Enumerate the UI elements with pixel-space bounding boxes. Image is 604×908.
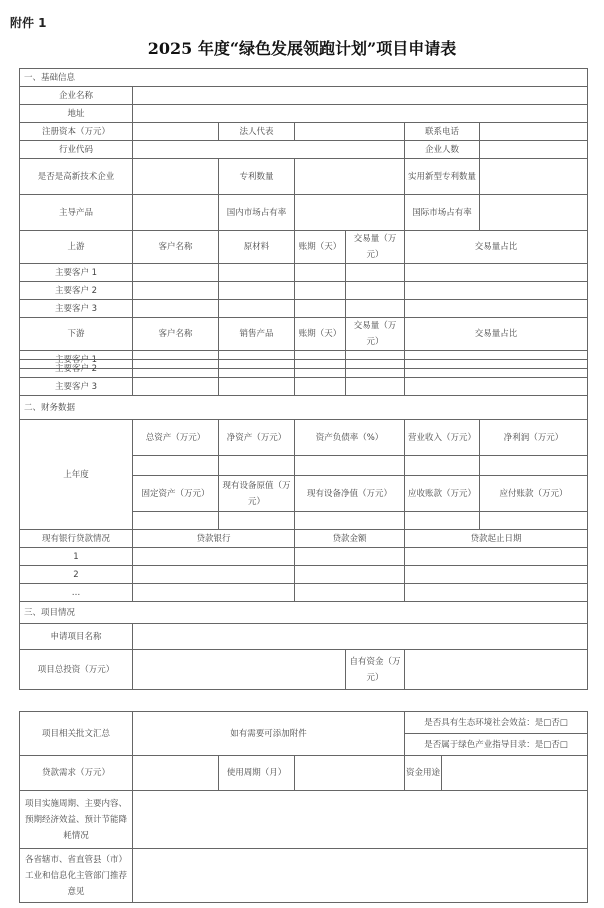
- intl-share-label: 国际市场占有率: [405, 195, 480, 231]
- phone-field[interactable]: [480, 123, 588, 141]
- implementation-field[interactable]: [133, 791, 588, 849]
- loan-amount-header: 贷款金额: [295, 530, 405, 548]
- phone-label: 联系电话: [405, 123, 480, 141]
- project-name-field[interactable]: [133, 624, 588, 650]
- receivables-header: 应收账款（万元）: [405, 476, 480, 512]
- payables-header: 应付账款（万元）: [480, 476, 588, 512]
- trade-volume-header-2: 交易量（万元）: [346, 318, 405, 351]
- cell[interactable]: [405, 512, 480, 530]
- section-project: 三、项目情况: [20, 602, 588, 624]
- industry-code-field[interactable]: [133, 141, 405, 159]
- eco-benefit-check[interactable]: 是否具有生态环境社会效益：是□否□: [405, 712, 588, 734]
- use-period-label: 使用周期（月）: [219, 756, 295, 791]
- legal-rep-label: 法人代表: [219, 123, 295, 141]
- use-period-field[interactable]: [295, 756, 405, 791]
- total-investment-label: 项目总投资（万元）: [20, 650, 133, 690]
- finance-project-table: [19, 359, 588, 690]
- cell[interactable]: [133, 300, 219, 318]
- trade-volume-header: 交易量（万元）: [346, 231, 405, 264]
- utility-patents-field[interactable]: [480, 159, 588, 195]
- debt-ratio-header: 资产负债率（%）: [295, 420, 405, 456]
- recommendation-field[interactable]: [133, 849, 588, 903]
- loan-row-3: …: [20, 584, 133, 602]
- cell[interactable]: [133, 456, 219, 476]
- cell[interactable]: [480, 512, 588, 530]
- downstream-customer-2: 主要客户 2: [20, 360, 133, 378]
- cell[interactable]: [405, 584, 588, 602]
- fund-use-cell: [405, 756, 588, 791]
- cell[interactable]: [133, 378, 219, 396]
- form-title: 2025 年度“绿色发展领跑计划”项目申请表: [147, 39, 457, 58]
- cell[interactable]: [346, 360, 405, 378]
- cell[interactable]: [133, 512, 219, 530]
- own-funds-field[interactable]: [405, 650, 588, 690]
- recommendation-label: 各省辖市、省直管县（市）工业和信息化主管部门推荐意见: [20, 849, 133, 903]
- net-assets-header: 净资产（万元）: [219, 420, 295, 456]
- intl-share-field[interactable]: [480, 195, 588, 231]
- cell[interactable]: [219, 456, 295, 476]
- attach-note: 如有需要可添加附件: [133, 712, 405, 756]
- cell[interactable]: [295, 512, 405, 530]
- main-product-field[interactable]: [133, 195, 219, 231]
- total-investment-field[interactable]: [133, 650, 346, 690]
- cell[interactable]: [295, 456, 405, 476]
- raw-material-header: 原材料: [219, 231, 295, 264]
- revenue-header: 营业收入（万元）: [405, 420, 480, 456]
- section-basic: 一、基础信息: [20, 69, 588, 87]
- basic-info-table: [19, 68, 588, 369]
- cell[interactable]: [295, 360, 346, 378]
- approval-table: [19, 711, 588, 903]
- cell[interactable]: [133, 264, 219, 282]
- cell[interactable]: [133, 282, 219, 300]
- equipment-net-header: 现有设备净值（万元）: [295, 476, 405, 512]
- customer-name-header: 客户名称: [133, 231, 219, 264]
- employees-field[interactable]: [480, 141, 588, 159]
- downstream-customer-1: 主要客户 1: [20, 351, 133, 369]
- implementation-label: 项目实施周期、主要内容、预期经济效益、预计节能降耗情况: [20, 791, 133, 849]
- company-name-label: 企业名称: [20, 87, 133, 105]
- registered-capital-label: 注册资本（万元）: [20, 123, 133, 141]
- employees-label: 企业人数: [405, 141, 480, 159]
- loan-row-1: 1: [20, 548, 133, 566]
- attachment-label: 附件 1: [10, 16, 47, 30]
- cell[interactable]: [295, 378, 346, 396]
- address-label: 地址: [20, 105, 133, 123]
- net-profit-header: 净利润（万元）: [480, 420, 588, 456]
- cell[interactable]: [295, 282, 346, 300]
- cell[interactable]: [346, 282, 405, 300]
- term-header-2: 账期（天）: [295, 318, 346, 351]
- cell[interactable]: [346, 300, 405, 318]
- downstream-customer-3: 主要客户 3: [20, 378, 133, 396]
- cell[interactable]: [405, 456, 480, 476]
- legal-rep-field[interactable]: [295, 123, 405, 141]
- cell[interactable]: [219, 378, 295, 396]
- cell[interactable]: [405, 360, 588, 378]
- fund-use-field[interactable]: [442, 756, 587, 790]
- cell[interactable]: [219, 512, 295, 530]
- patents-field[interactable]: [295, 159, 405, 195]
- loan-row-2: 2: [20, 566, 133, 584]
- cell[interactable]: [133, 548, 295, 566]
- cell[interactable]: [346, 264, 405, 282]
- loan-demand-field[interactable]: [133, 756, 219, 791]
- domestic-share-label: 国内市场占有率: [219, 195, 295, 231]
- high-tech-label: 是否是高新技术企业: [20, 159, 133, 195]
- upstream-customer-3: 主要客户 3: [20, 300, 133, 318]
- total-assets-header: 总资产（万元）: [133, 420, 219, 456]
- upstream-label: 上游: [20, 231, 133, 264]
- company-name-field[interactable]: [133, 87, 588, 105]
- cell[interactable]: [295, 300, 346, 318]
- main-product-label: 主导产品: [20, 195, 133, 231]
- domestic-share-field[interactable]: [295, 195, 405, 231]
- address-field[interactable]: [133, 105, 588, 123]
- cell[interactable]: [295, 584, 405, 602]
- equipment-original-header: 现有设备原值（万元）: [219, 476, 295, 512]
- last-year-label: 上年度: [20, 420, 133, 530]
- cell[interactable]: [133, 360, 219, 378]
- section-finance: 二、财务数据: [20, 396, 588, 420]
- sales-product-header: 销售产品: [219, 318, 295, 351]
- loan-demand-label: 贷款需求（万元）: [20, 756, 133, 791]
- cell[interactable]: [346, 378, 405, 396]
- downstream-label: 下游: [20, 318, 133, 351]
- term-header: 账期（天）: [295, 231, 346, 264]
- cell[interactable]: [133, 566, 295, 584]
- cell[interactable]: [295, 548, 405, 566]
- fixed-assets-header: 固定资产（万元）: [133, 476, 219, 512]
- cell[interactable]: [219, 282, 295, 300]
- registered-capital-field[interactable]: [133, 123, 219, 141]
- upstream-customer-1: 主要客户 1: [20, 264, 133, 282]
- industry-code-label: 行业代码: [20, 141, 133, 159]
- cell[interactable]: [405, 282, 588, 300]
- fund-use-label: 资金用途: [405, 756, 442, 790]
- project-name-label: 申请项目名称: [20, 624, 133, 650]
- loan-bank-header: 贷款银行: [133, 530, 295, 548]
- loan-dates-header: 贷款起止日期: [405, 530, 588, 548]
- trade-share-header: 交易量占比: [405, 231, 588, 264]
- green-catalog-check[interactable]: 是否属于绿色产业指导目录：是□否□: [405, 734, 588, 756]
- high-tech-field[interactable]: [133, 159, 219, 195]
- cell[interactable]: [219, 300, 295, 318]
- approvals-label: 项目相关批文汇总: [20, 712, 133, 756]
- cell[interactable]: [480, 456, 588, 476]
- loans-label: 现有银行贷款情况: [20, 530, 133, 548]
- cell[interactable]: [405, 300, 588, 318]
- utility-patents-label: 实用新型专利数量: [405, 159, 480, 195]
- trade-share-header-2: 交易量占比: [405, 318, 588, 351]
- cell[interactable]: [295, 566, 405, 584]
- cell[interactable]: [219, 264, 295, 282]
- customer-name-header-2: 客户名称: [133, 318, 219, 351]
- cell[interactable]: [295, 264, 346, 282]
- upstream-customer-2: 主要客户 2: [20, 282, 133, 300]
- cell[interactable]: [405, 378, 588, 396]
- cell[interactable]: [133, 584, 295, 602]
- cell[interactable]: [405, 566, 588, 584]
- own-funds-label: 自有资金（万元）: [346, 650, 405, 690]
- cell[interactable]: [405, 548, 588, 566]
- cell[interactable]: [405, 264, 588, 282]
- cell[interactable]: [219, 360, 295, 378]
- patents-label: 专利数量: [219, 159, 295, 195]
